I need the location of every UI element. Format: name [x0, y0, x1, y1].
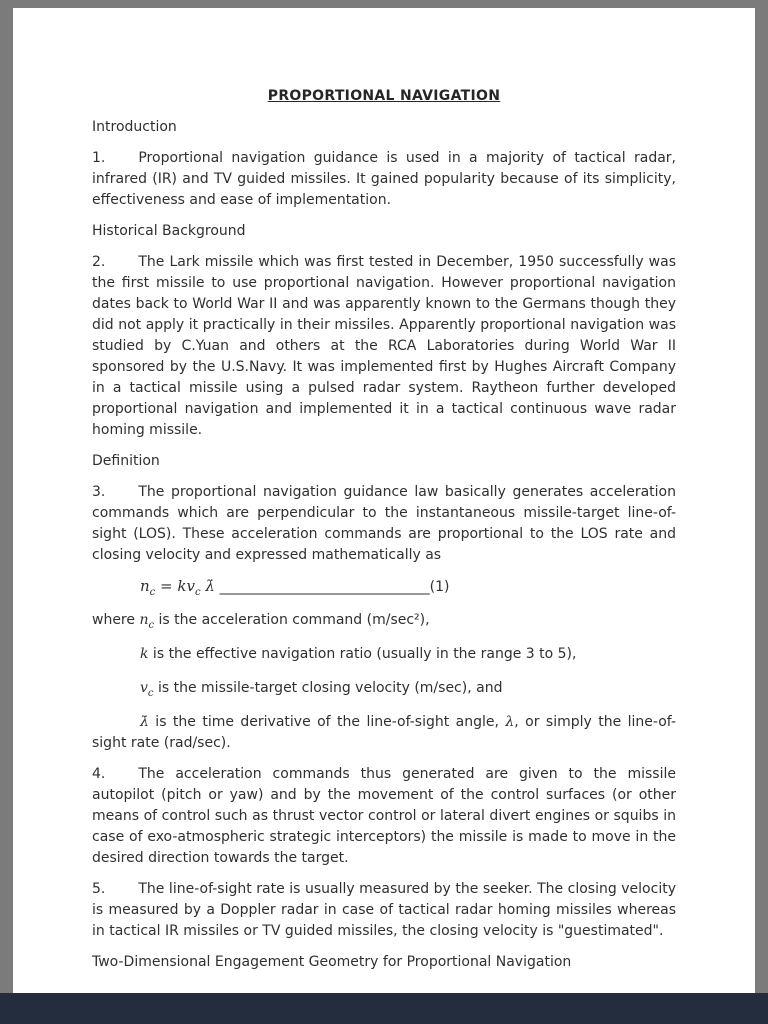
equation-lambda-dot: λ̇ [200, 577, 220, 595]
where-var-n: n [139, 612, 149, 628]
equation-middle: = kv [155, 577, 195, 595]
paragraph-4-text: The acceleration commands thus generated are given to the missile autopilot (pitch or yaw) and by the movement of the control surfaces (or other means of control such as thrust vector control or lateral divert engines or squibs in case of exo-atmospheric strategic interceptors) the missile is made to move in the desired direction towards the target. [92, 766, 676, 866]
heading-definition: Definition [92, 453, 160, 469]
heading-historical-background: Historical Background [92, 223, 246, 239]
where-sub-c2: c [147, 687, 154, 699]
where-lambda-text-1: is the time derivative of the line-of-sight angle, [148, 714, 506, 730]
where-var-lambda-dot: λ̇ [140, 714, 149, 730]
paragraph-3 [92, 482, 676, 566]
equation-1 [92, 576, 676, 598]
paragraph-1-text: Proportional navigation guidance is used in a majority of tactical radar, infrared (IR) and TV guided missiles. It gained popularity because of its simplicity, effectiveness and ease of implementation. [92, 150, 676, 208]
paragraph-2 [92, 252, 676, 441]
where-nc-text: is the acceleration command (m/sec²), [154, 612, 430, 628]
heading-introduction: Introduction [92, 119, 177, 135]
paragraph-3-number: 3. [92, 484, 106, 500]
viewer-bottom-bar [0, 993, 768, 1024]
document-page [13, 8, 755, 993]
where-clause-nc [92, 610, 676, 631]
where-vc-text: is the missile-target closing velocity (m/sec), and [153, 680, 503, 696]
where-var-k: k [140, 646, 149, 662]
paragraph-1 [92, 148, 676, 211]
where-lead: where [92, 612, 140, 628]
paragraph-5 [92, 879, 676, 942]
paragraph-5-number: 5. [92, 881, 106, 897]
paragraph-1-number: 1. [92, 150, 106, 166]
equation-number: (1) [429, 579, 450, 595]
equation-var-nc: n [140, 577, 150, 595]
heading-two-dimensional-geometry: Two-Dimensional Engagement Geometry for Proportional Navigation [92, 954, 572, 970]
where-lambda-text-2: , or simply the line-of-sight rate (rad/sec). [92, 714, 676, 751]
equation-sub-c: c [149, 587, 156, 598]
equation-rule-line: ______________________________ [219, 579, 430, 595]
where-clause-k [92, 644, 676, 665]
where-var-lambda: λ [505, 714, 515, 730]
where-clause-lambda [92, 712, 676, 754]
paragraph-2-text: The Lark missile which was first tested in December, 1950 successfully was the first missile to use proportional navigation. However proportional navigation dates back to World War II and was apparently known to the Germans though they did not apply it practically in their missiles. Apparently proportional navigation was studied by C.Yuan and others at the RCA Laboratories during World War II sponsored by the U.S.Navy. It was implemented first by Hughes Aircraft Company in a tactical missile using a pulsed radar system. Raytheon further developed proportional navigation and implemented it in a tactical continuous wave radar homing missile. [92, 254, 676, 438]
where-var-v: v [140, 680, 148, 696]
where-k-text: is the effective navigation ratio (usually in the range 3 to 5), [148, 646, 577, 662]
paragraph-2-number: 2. [92, 254, 106, 270]
paragraph-4-number: 4. [92, 766, 106, 782]
paragraph-5-text: The line-of-sight rate is usually measured by the seeker. The closing velocity is measured by a Doppler radar in case of tactical radar homing missiles whereas in tactical IR missiles or TV guided missiles, the closing velocity is "guestimated". [92, 881, 676, 939]
paragraph-4 [92, 764, 676, 869]
where-sub-c: c [148, 619, 155, 631]
document-title: PROPORTIONAL NAVIGATION [267, 88, 501, 104]
where-clause-vc [92, 678, 676, 699]
equation-sub-c2: c [194, 587, 201, 598]
paragraph-3-text: The proportional navigation guidance law basically generates acceleration commands which are perpendicular to the instantaneous missile-target line-of-sight (LOS). These acceleration commands are proportional to the LOS rate and closing velocity and expressed mathematically as [92, 484, 676, 563]
